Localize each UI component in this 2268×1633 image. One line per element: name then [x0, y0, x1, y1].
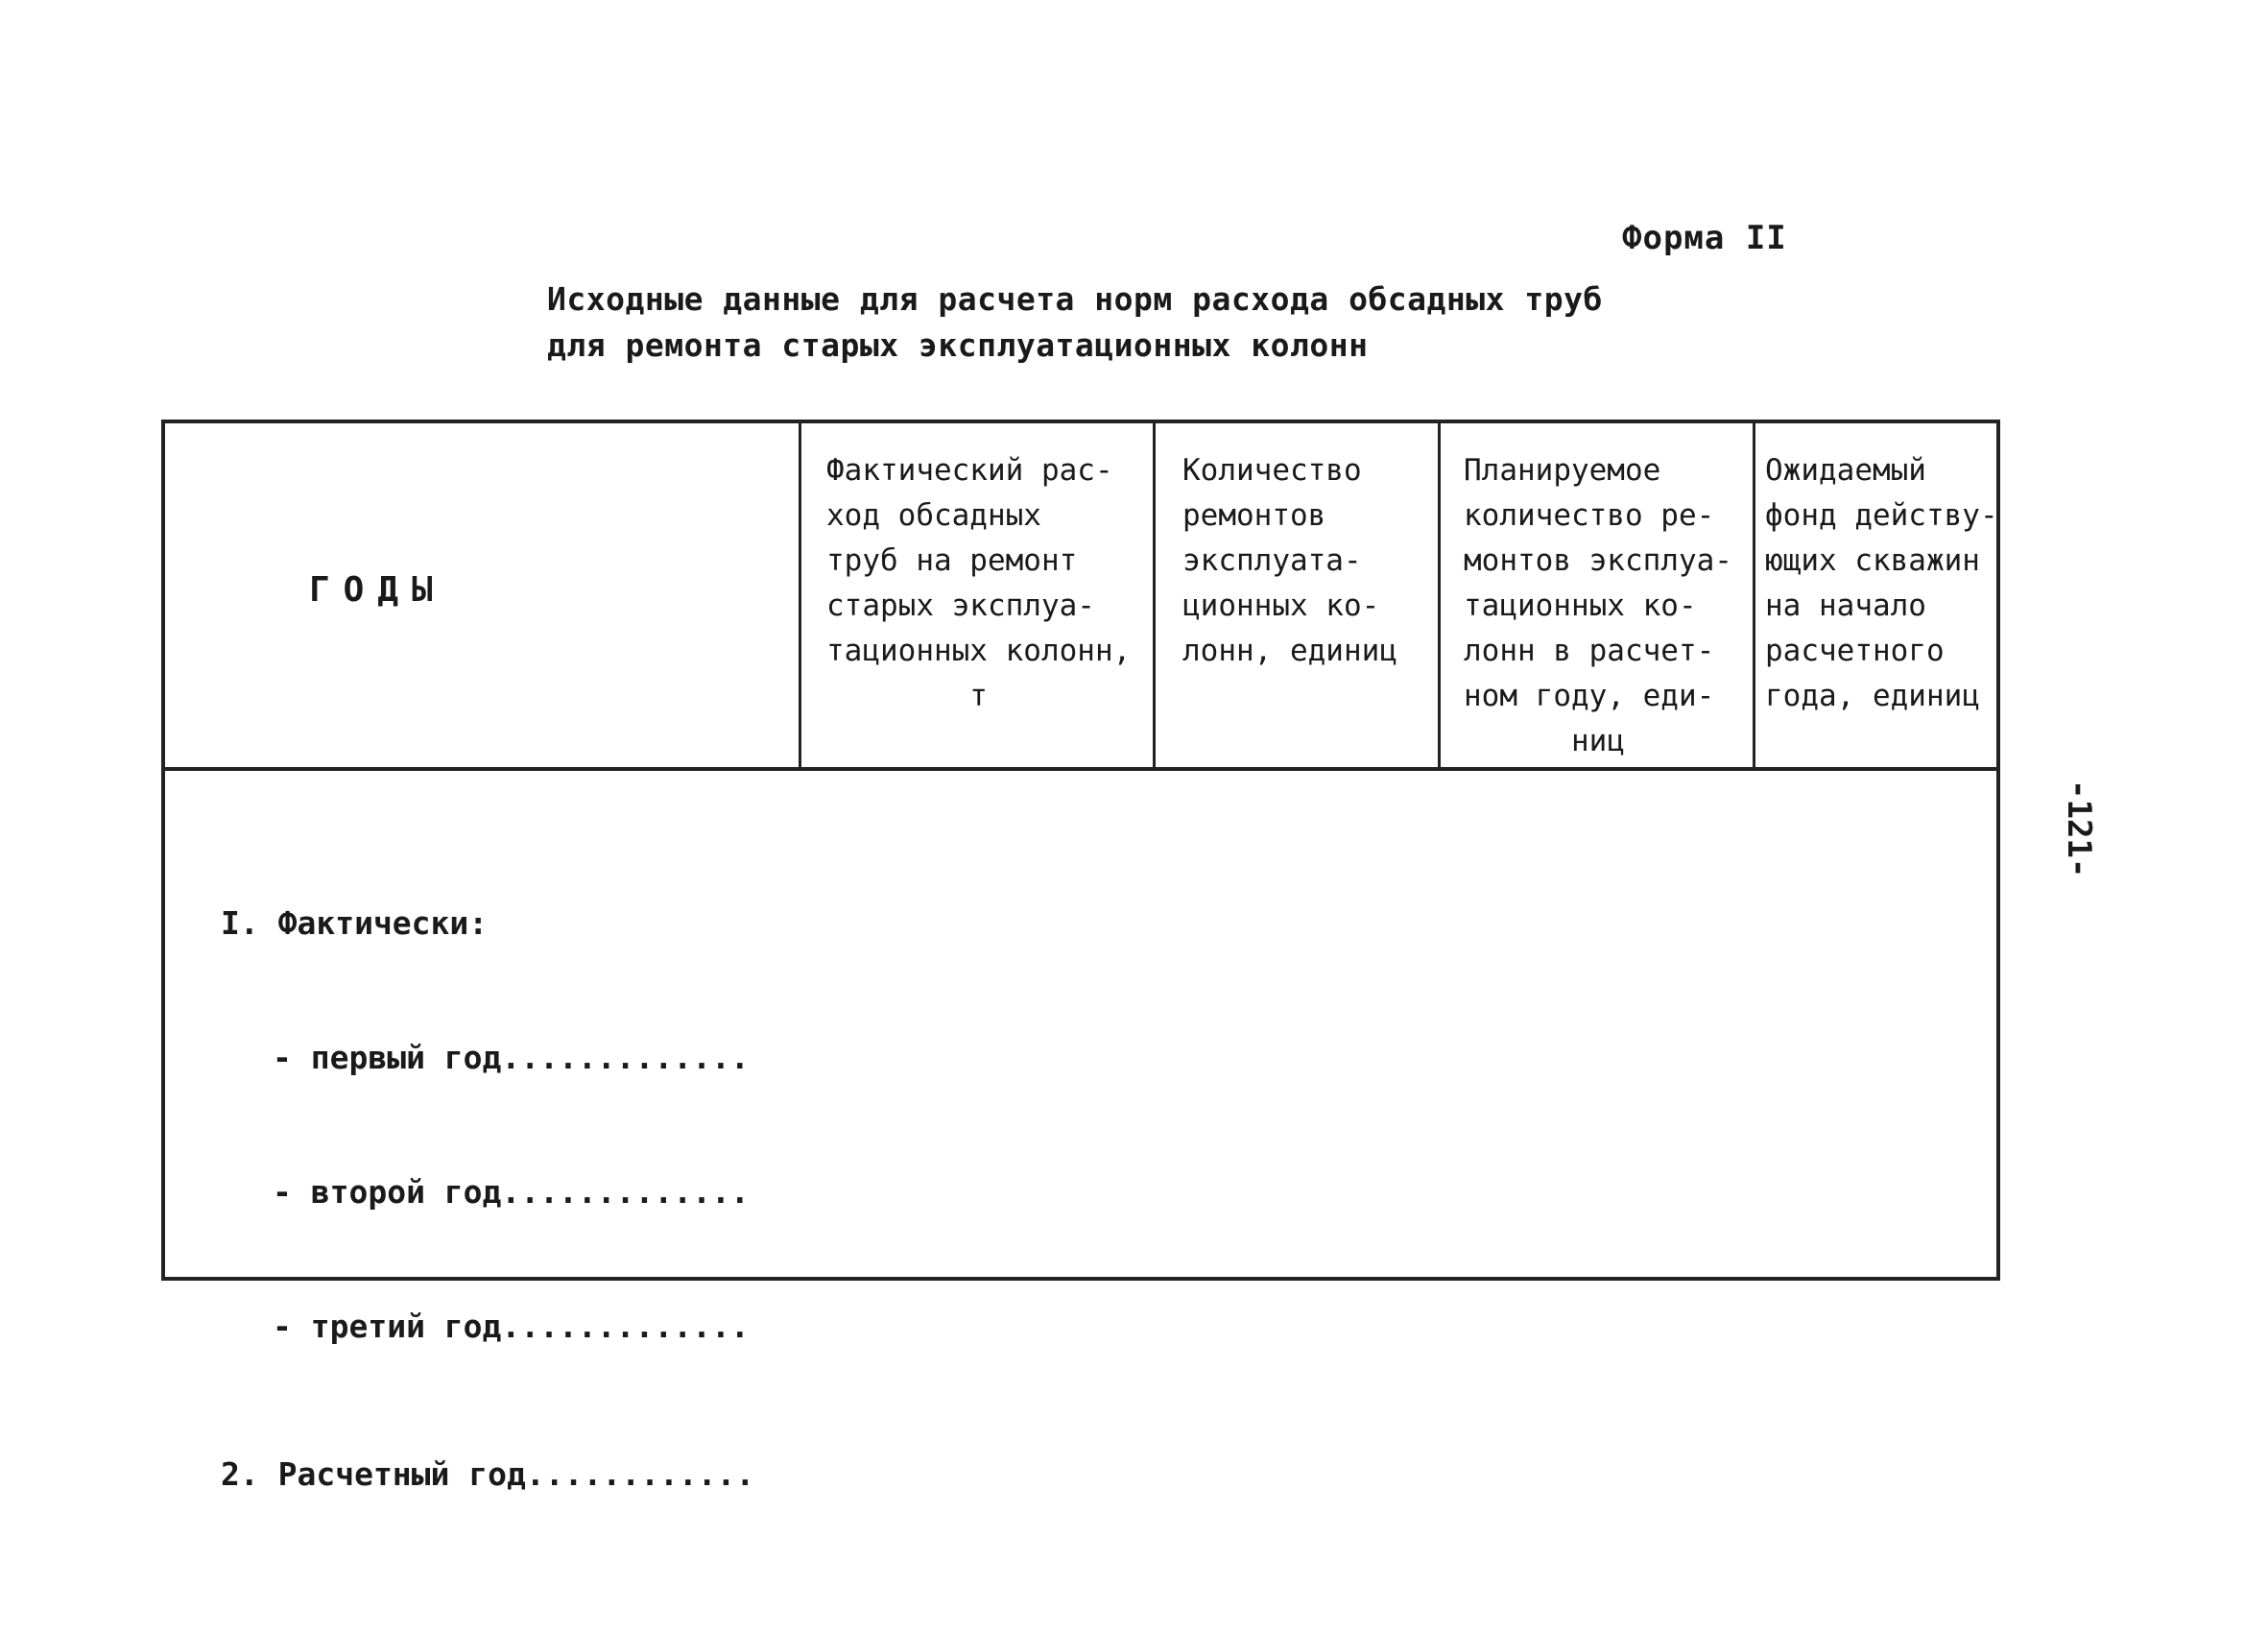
header-cell-expected-well-stock: Ожидаемый фонд действу- ющих скважин на начало расчетного года, единиц — [1765, 453, 1998, 713]
header-cell-repairs-count: Количество ремонтов эксплуата- ционных ко- лонн, единиц — [1156, 423, 1441, 767]
data-table — [161, 420, 2000, 1493]
table-row-labels — [221, 819, 754, 1579]
row-label-third-year: - третий год............. — [273, 1308, 750, 1345]
header-cell-actual-pipe-consumption: Фактический рас- ход обсадных труб на ремонт старых эксплуа- тационных колонн, т — [801, 423, 1156, 767]
page-number: -121- — [2060, 780, 2098, 878]
row-label-calculation-year: 2. Расчетный год............ — [221, 1455, 755, 1493]
header-cell-years — [165, 423, 801, 767]
document-title — [547, 276, 1603, 369]
table-header-row — [165, 423, 1996, 771]
row-label-second-year: - второй год............. — [273, 1173, 750, 1211]
title-line-1: Исходные данные для расчета норм расхода обсадных труб — [547, 280, 1603, 318]
row-label-actual: I. Фактически: — [221, 904, 489, 942]
header-cell-planned-repairs: Планируемое количество ре- монтов эксплуа- тационных ко- лонн в расчет- ном году, еди- ниц — [1441, 423, 1755, 767]
form-label: Форма II — [1622, 219, 1787, 257]
title-line-2: для ремонта старых эксплуатационных колонн — [547, 326, 1369, 364]
row-label-first-year: - первый год............. — [273, 1039, 750, 1076]
header-years-label: ГОДЫ — [309, 570, 446, 610]
